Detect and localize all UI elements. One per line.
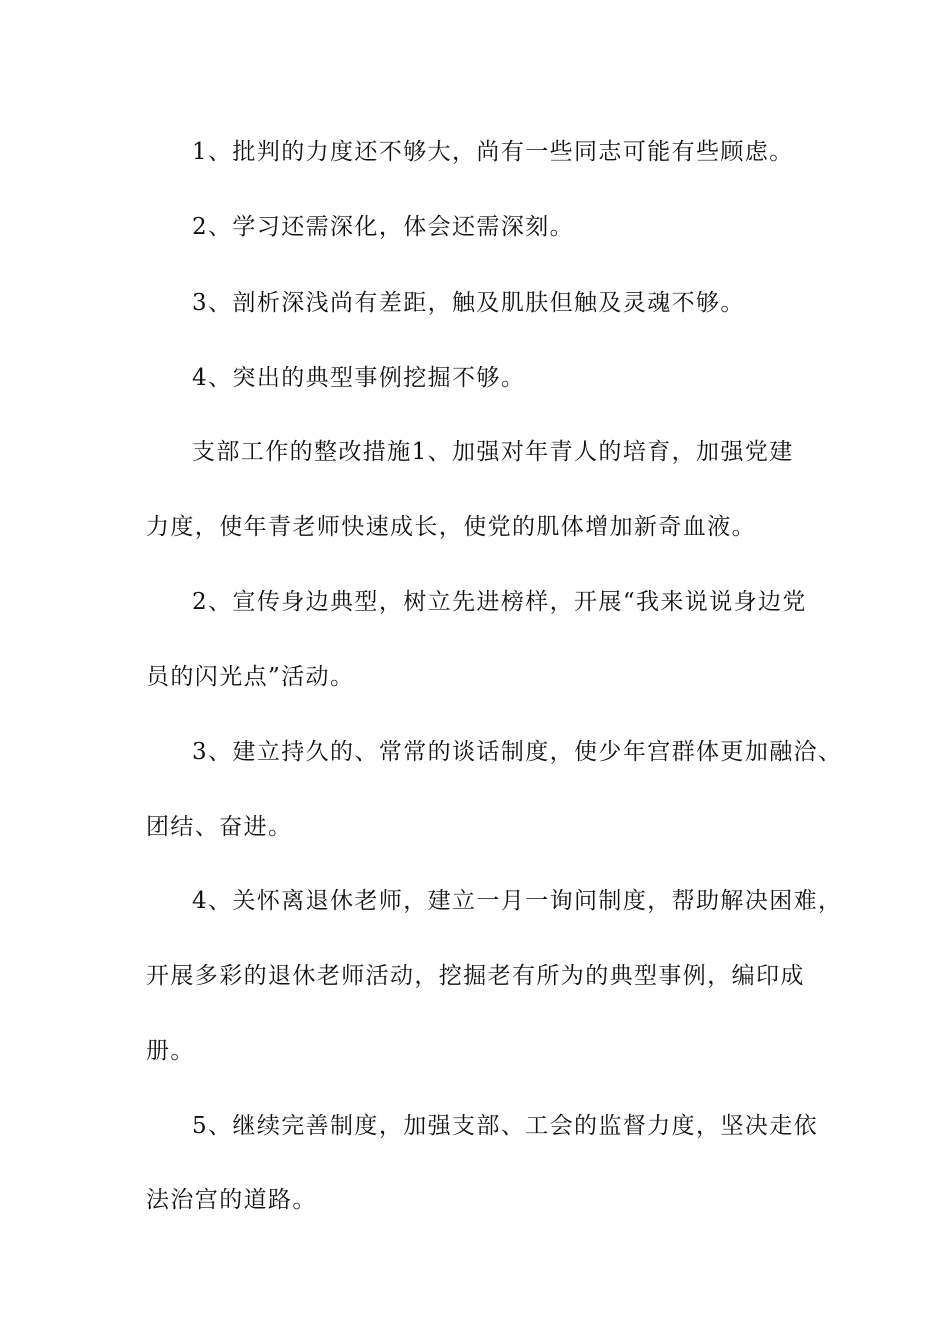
- paragraph-line: 4、关怀离退休老师，建立一月一询问制度，帮助解决困难，: [192, 888, 843, 914]
- paragraph-line: 员的闪光点”活动。: [146, 664, 355, 690]
- paragraph-line: 3、剖析深浅尚有差距，触及肌肤但触及灵魂不够。: [192, 290, 745, 316]
- paragraph-line: 2、宣传身边典型，树立先进榜样，开展“我来说说身边党: [192, 589, 807, 615]
- paragraph-line: 3、建立持久的、常常的谈话制度，使少年宫群体更加融洽、: [192, 739, 843, 765]
- paragraph-line: 2、学习还需深化，体会还需深刻。: [192, 214, 575, 240]
- paragraph-line: 团结、奋进。: [146, 814, 293, 840]
- paragraph-line: 法治宫的道路。: [146, 1187, 317, 1213]
- paragraph-line: 支部工作的整改措施1、加强对年青人的培育，加强党建: [192, 439, 794, 465]
- paragraph-line: 开展多彩的退休老师活动，挖掘老有所为的典型事例，编印成: [146, 963, 805, 989]
- paragraph-line: 1、批判的力度还不够大，尚有一些同志可能有些顾虑。: [192, 139, 794, 165]
- paragraph-line: 5、继续完善制度，加强支部、工会的监督力度，坚决走依: [192, 1113, 819, 1139]
- paragraph-line: 力度，使年青老师快速成长，使党的肌体增加新奇血液。: [146, 514, 756, 540]
- paragraph-line: 4、突出的典型事例挖掘不够。: [192, 365, 526, 391]
- paragraph-line: 册。: [146, 1038, 195, 1064]
